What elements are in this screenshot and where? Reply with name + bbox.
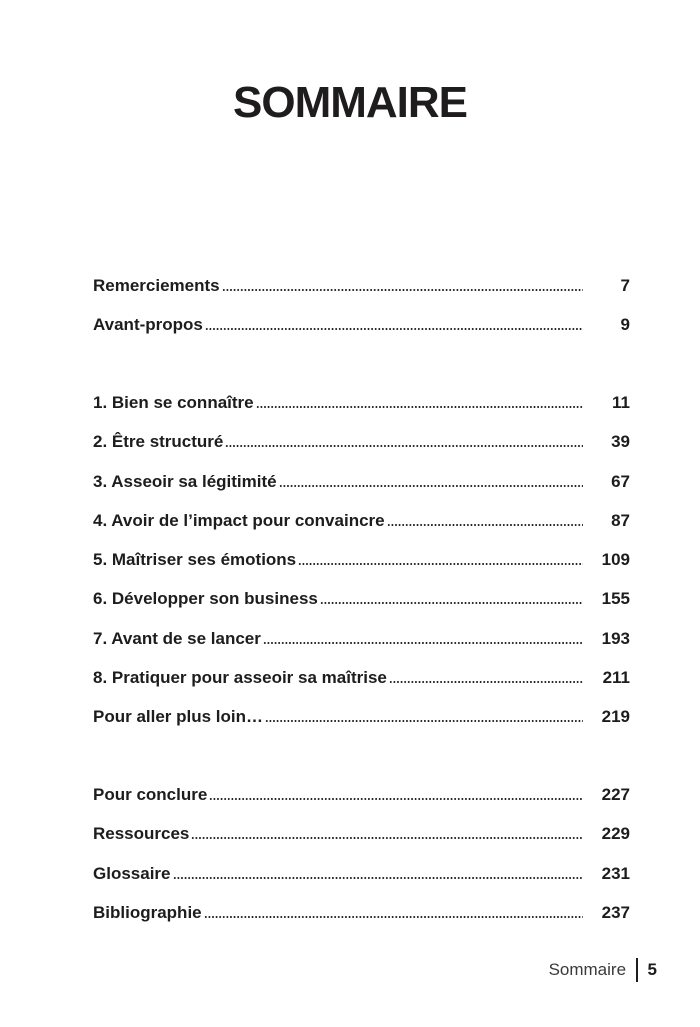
toc-entry[interactable] xyxy=(93,903,630,942)
toc-entry[interactable] xyxy=(93,315,630,354)
toc-entry[interactable] xyxy=(93,824,630,863)
toc-entry[interactable] xyxy=(93,393,630,432)
page-title: SOMMAIRE xyxy=(233,78,467,127)
toc-entry-label: Bibliographie xyxy=(93,902,202,922)
toc-entry-label: 7. Avant de se lancer xyxy=(93,628,261,648)
toc-entry-label: Ressources xyxy=(93,824,190,844)
toc-group-back xyxy=(93,785,630,942)
footer-page-number: 5 xyxy=(647,960,657,979)
toc-entry[interactable] xyxy=(93,432,630,471)
dot-leader xyxy=(389,680,583,684)
dot-leader xyxy=(222,288,583,292)
toc-entry[interactable] xyxy=(93,864,630,903)
toc-entry-label: 8. Pratiquer pour asseoir sa maîtrise xyxy=(93,668,387,688)
dot-leader xyxy=(387,523,583,527)
page-footer xyxy=(549,958,657,982)
toc-entry[interactable] xyxy=(93,511,630,550)
dot-leader xyxy=(191,836,583,840)
toc-entry[interactable] xyxy=(93,629,630,668)
footer-section-label: Sommaire xyxy=(548,960,627,979)
toc-entry[interactable] xyxy=(93,785,630,824)
toc-entry-page: 87 xyxy=(611,510,630,530)
toc-entry-label: Pour aller plus loin… xyxy=(93,707,264,727)
dot-leader xyxy=(263,641,583,645)
dot-leader xyxy=(320,601,583,605)
toc-entry-page: 109 xyxy=(601,550,630,570)
toc-entry-label: 5. Maîtriser ses émotions xyxy=(93,550,297,570)
toc-entry-page: 211 xyxy=(602,668,630,688)
toc-entry-label: 1. Bien se connaître xyxy=(93,393,254,412)
toc-group-front xyxy=(93,276,630,355)
toc-entry-page: 39 xyxy=(611,432,630,452)
toc-entry-page: 229 xyxy=(601,824,630,844)
footer-divider xyxy=(636,958,638,982)
toc-entry[interactable] xyxy=(93,707,630,746)
dot-leader xyxy=(225,444,583,448)
toc-entry[interactable] xyxy=(93,550,630,589)
toc-entry[interactable] xyxy=(93,472,630,511)
dot-leader xyxy=(256,405,583,409)
toc-entry-page: 155 xyxy=(601,589,630,609)
toc-entry-page: 7 xyxy=(620,276,630,295)
toc-entry-label: Avant-propos xyxy=(93,315,203,335)
toc-entry-page: 193 xyxy=(601,628,630,648)
toc-entry-label: 6. Développer son business xyxy=(93,589,318,609)
dot-leader xyxy=(298,562,583,566)
toc-entry-page: 219 xyxy=(601,707,630,727)
toc-entry-page: 11 xyxy=(612,393,630,412)
toc-entry-label: 2. Être structuré xyxy=(93,432,224,452)
toc-group-chapters xyxy=(93,393,630,747)
toc-entry-page: 9 xyxy=(620,315,630,335)
dot-leader xyxy=(209,797,583,801)
dot-leader xyxy=(204,915,583,919)
toc-entry-page: 227 xyxy=(601,785,630,804)
toc-entry-page: 237 xyxy=(601,902,630,922)
dot-leader xyxy=(265,719,583,723)
toc-entry[interactable] xyxy=(93,668,630,707)
toc-entry-page: 231 xyxy=(601,863,630,883)
toc-entry-label: Remerciements xyxy=(93,276,220,295)
dot-leader xyxy=(173,876,584,880)
dot-leader xyxy=(279,484,583,488)
toc-entry[interactable] xyxy=(93,276,630,315)
dot-leader xyxy=(205,327,583,331)
toc-entry[interactable] xyxy=(93,589,630,628)
toc-entry-label: Pour conclure xyxy=(93,785,208,804)
toc-entry-label: Glossaire xyxy=(93,863,171,883)
toc-entry-label: 4. Avoir de l’impact pour convaincre xyxy=(93,510,385,530)
toc-entry-page: 67 xyxy=(611,471,630,491)
toc-entry-label: 3. Asseoir sa légitimité xyxy=(93,471,277,491)
